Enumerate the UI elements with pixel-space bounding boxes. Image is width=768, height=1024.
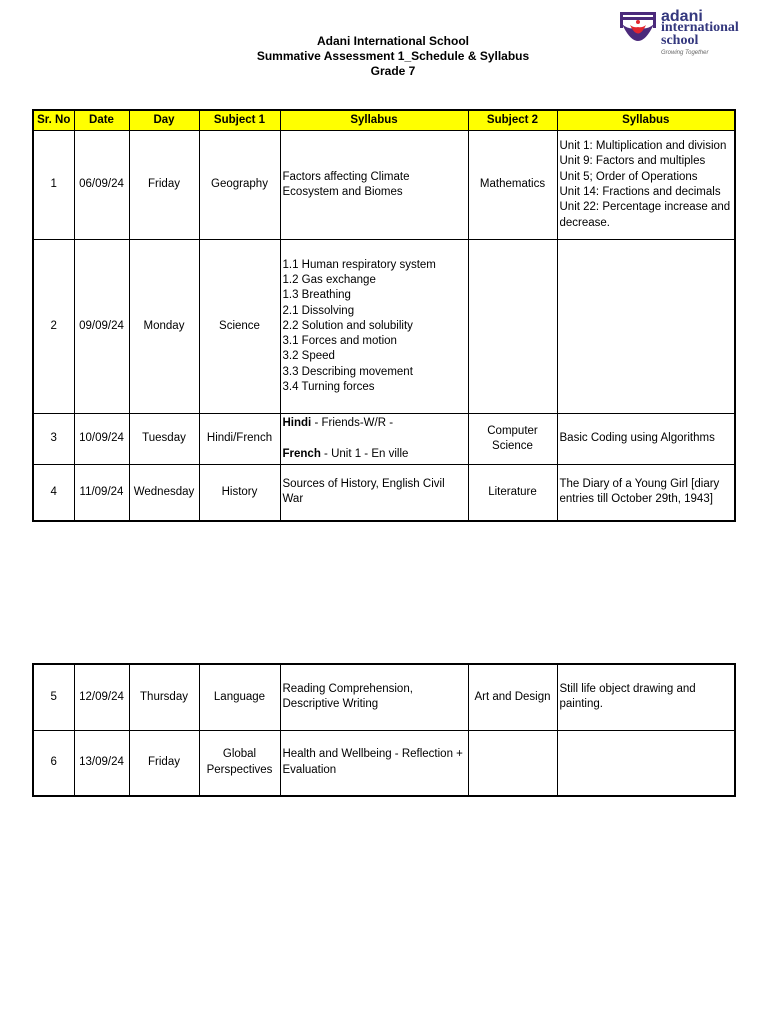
- cell-sr-no: 4: [33, 465, 74, 521]
- cell-subject-2: Art and Design: [468, 664, 557, 730]
- cell-sr-no: 2: [33, 240, 74, 414]
- table-row: [33, 730, 735, 796]
- cell-date: 06/09/24: [74, 131, 129, 240]
- cell-day: Monday: [129, 240, 199, 414]
- cell-syllabus-1: Factors affecting Climate Ecosystem and Biomes: [280, 131, 468, 240]
- cell-subject-1: Language: [199, 664, 280, 730]
- cell-date: 11/09/24: [74, 465, 129, 521]
- french-label: French: [282, 447, 321, 460]
- table-row: [33, 240, 735, 414]
- school-name: Adani International School: [316, 34, 469, 48]
- column-header-sr-no: Sr. No: [33, 110, 74, 131]
- table-row: [33, 414, 735, 465]
- cell-subject-2: [468, 730, 557, 796]
- cell-subject-2: Literature: [468, 465, 557, 521]
- cell-day: Friday: [129, 730, 199, 796]
- cell-syllabus-1: Sources of History, English Civil War: [280, 465, 468, 521]
- cell-syllabus-1: Health and Wellbeing - Reflection + Evaluation: [280, 730, 468, 796]
- column-header-syllabus-2: Syllabus: [557, 110, 735, 131]
- cell-syllabus-2: Unit 1: Multiplication and division Unit 9: Factors and multiples Unit 5; Order of Operations Unit 14: Fractions and decimals Unit 22: Percentage increase and decrease.: [557, 131, 735, 240]
- cell-sr-no: 5: [33, 664, 74, 730]
- table-row: [33, 465, 735, 521]
- cell-sr-no: 1: [33, 131, 74, 240]
- logo-word-adani: adani: [661, 8, 703, 25]
- cell-syllabus-2: [557, 730, 735, 796]
- hindi-text: - Friends-W/R -: [311, 417, 394, 430]
- school-crest-icon: [618, 8, 658, 52]
- cell-date: 09/09/24: [74, 240, 129, 414]
- cell-subject-1: Geography: [199, 131, 280, 240]
- table-header-row: [33, 110, 735, 131]
- cell-syllabus-1: Reading Comprehension, Descriptive Writing: [280, 664, 468, 730]
- cell-subject-1: Science: [199, 240, 280, 414]
- cell-subject-2: [468, 240, 557, 414]
- cell-day: Tuesday: [129, 414, 199, 465]
- cell-syllabus-2: Still life object drawing and painting.: [557, 664, 735, 730]
- cell-date: 12/09/24: [74, 664, 129, 730]
- cell-subject-2: Computer Science: [468, 414, 557, 465]
- table-row: [33, 131, 735, 240]
- cell-subject-1: Global Perspectives: [199, 730, 280, 796]
- column-header-date: Date: [74, 110, 129, 131]
- logo-word-school: school: [661, 33, 699, 48]
- cell-day: Friday: [129, 131, 199, 240]
- cell-subject-1: History: [199, 465, 280, 521]
- cell-subject-1: Hindi/French: [199, 414, 280, 465]
- logo-word-international: international: [661, 20, 739, 35]
- cell-syllabus-1: 1.1 Human respiratory system 1.2 Gas exchange 1.3 Breathing 2.1 Dissolving 2.2 Solution and solubility 3.1 Forces and motion 3.2 Speed 3.3 Describing movement 3.4 Turning forces: [280, 240, 468, 414]
- school-logo: [618, 8, 748, 60]
- schedule-table-part-2: [32, 663, 736, 797]
- column-header-syllabus-1: Syllabus: [280, 110, 468, 131]
- cell-syllabus-2: [557, 240, 735, 414]
- table-row: [33, 664, 735, 730]
- cell-sr-no: 3: [33, 414, 74, 465]
- hindi-label: Hindi: [282, 417, 312, 430]
- cell-day: Wednesday: [129, 465, 199, 521]
- column-header-subject-2: Subject 2: [468, 110, 557, 131]
- french-line: [283, 447, 466, 462]
- column-header-day: Day: [129, 110, 199, 131]
- cell-date: 13/09/24: [74, 730, 129, 796]
- column-header-subject-1: Subject 1: [199, 110, 280, 131]
- hindi-line: [283, 416, 466, 431]
- cell-sr-no: 6: [33, 730, 74, 796]
- logo-tagline: Growing Together: [661, 50, 709, 56]
- cell-syllabus-2: The Diary of a Young Girl [diary entries till October 29th, 1943]: [557, 465, 735, 521]
- cell-date: 10/09/24: [74, 414, 129, 465]
- assessment-title: Summative Assessment 1_Schedule & Syllabus: [256, 49, 530, 63]
- cell-syllabus-2: Basic Coding using Algorithms: [557, 414, 735, 465]
- cell-subject-2: Mathematics: [468, 131, 557, 240]
- grade-label: Grade 7: [370, 64, 416, 78]
- cell-day: Thursday: [129, 664, 199, 730]
- schedule-table-part-1: [32, 109, 736, 522]
- cell-syllabus-1: [280, 414, 468, 465]
- french-text: - Unit 1 - En ville: [320, 447, 409, 460]
